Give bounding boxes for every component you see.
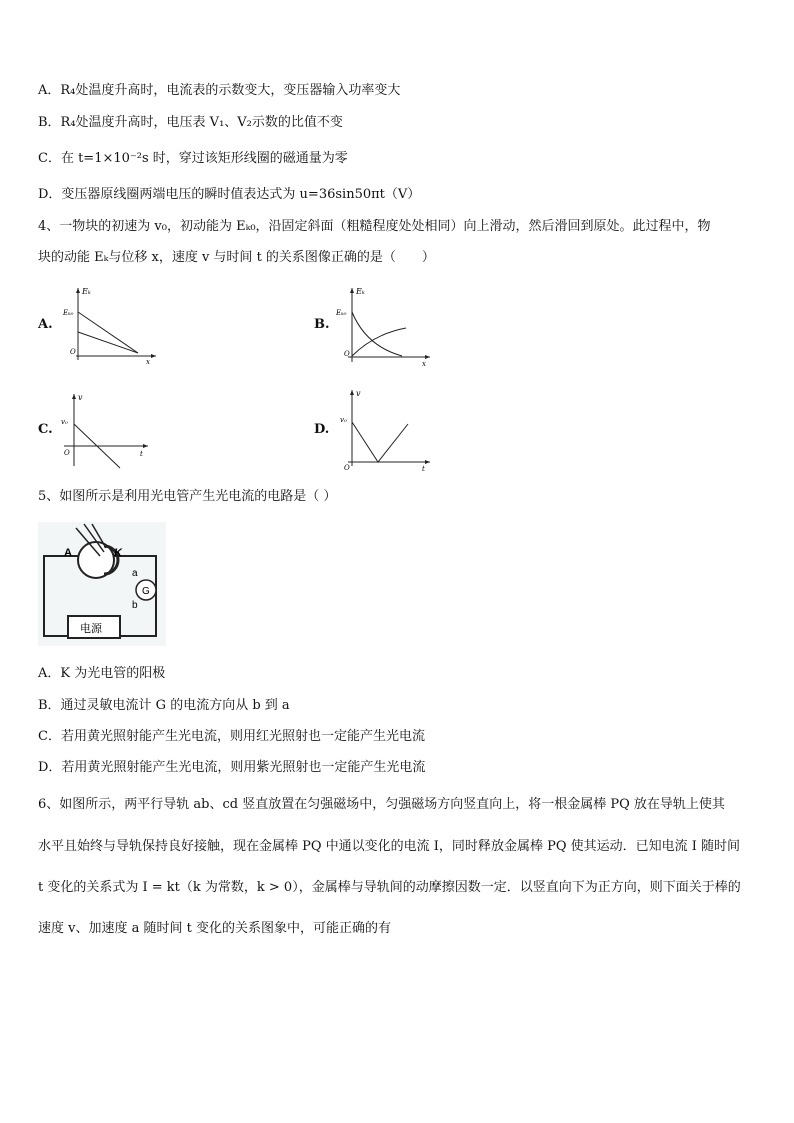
circuit-label-g: G [142, 586, 150, 597]
graph-b-origin: O [344, 350, 350, 358]
q6-stem-line3: t 变化的关系式为 I = kt（k 为常数，k > 0），金属棒与导轨间的动摩擦因数一定．以竖直向下为正方向，则下面关于棒的 [38, 880, 741, 895]
graph-b-ylabel: Eₖ [356, 287, 365, 296]
q5-option-b: B．通过灵敏电流计 G 的电流方向从 b 到 a [38, 698, 290, 713]
q5-option-c: C．若用黄光照射能产生光电流，则用红光照射也一定能产生光电流 [38, 729, 425, 744]
graph-c-xlabel: t [140, 450, 143, 458]
circuit-label-a-anode: A [64, 547, 72, 559]
q3-option-c: C．在 t=1×10⁻²s 时，穿过该矩形线圈的磁通量为零 [38, 151, 348, 166]
graph-d-ylabel: v [356, 389, 361, 398]
circuit-power-source: 电源 [80, 622, 102, 635]
graph-b-y0: Eₖ₀ [336, 309, 347, 317]
q4-graph-a [62, 284, 162, 368]
graph-c-y0: v₀ [61, 418, 68, 426]
q4-graph-b [336, 284, 436, 370]
q4-graph-d [336, 386, 436, 474]
q5-option-a: A．K 为光电管的阳极 [38, 666, 166, 681]
q3-option-d: D．变压器原线圈两端电压的瞬时值表达式为 u=36sin50πt（V） [38, 187, 421, 202]
q4-stem-line2: 块的动能 Eₖ与位移 x，速度 v 与时间 t 的关系图像正确的是（ ） [38, 250, 435, 265]
q4-stem-line1: 4、一物块的初速为 v₀，初动能为 Eₖ₀，沿固定斜面（粗糙程度处处相同）向上滑动，然后滑回到原处。此过程中，物 [38, 219, 711, 234]
graph-a-y0: Eₖ₀ [63, 309, 74, 317]
graph-d-xlabel: t [422, 465, 425, 473]
q6-stem-line2: 水平且始终与导轨保持良好接触，现在金属棒 PQ 中通以变化的电流 I，同时释放金属棒 PQ 使其运动．已知电流 I 随时间 [38, 839, 741, 854]
circuit-label-a: a [132, 568, 138, 579]
graph-c-ylabel: v [78, 393, 83, 402]
q4-graph-c [58, 390, 158, 474]
circuit-label-b: b [132, 600, 138, 611]
q5-option-d: D．若用黄光照射能产生光电流，则用紫光照射也一定能产生光电流 [38, 760, 426, 775]
graph-a-xlabel: x [146, 358, 150, 366]
graph-c-origin: O [64, 449, 70, 457]
graph-d-y0: v₀ [340, 416, 347, 424]
q4-label-d: D. [314, 422, 330, 437]
q4-label-b: B. [314, 317, 330, 332]
q5-stem: 5、如图所示是利用光电管产生光电流的电路是（ ） [38, 489, 337, 504]
graph-b-xlabel: x [422, 360, 426, 368]
q5-circuit-diagram [38, 522, 166, 646]
graph-d-origin: O [344, 464, 350, 472]
graph-a-origin: O [70, 348, 76, 356]
q3-option-a: A．R₄处温度升高时，电流表的示数变大，变压器输入功率变大 [38, 83, 401, 98]
q3-option-b: B．R₄处温度升高时，电压表 V₁、V₂示数的比值不变 [38, 115, 343, 130]
q6-stem-line1: 6、如图所示，两平行导轨 ab、cd 竖直放置在匀强磁场中，匀强磁场方向竖直向上，将一根金属棒 PQ 放在导轨上使其 [38, 797, 725, 812]
circuit-label-k: K [114, 547, 122, 559]
graph-a-ylabel: Eₖ [82, 287, 91, 296]
q6-stem-line4: 速度 v、加速度 a 随时间 t 变化的关系图象中，可能正确的有 [38, 921, 391, 936]
q4-label-c: C. [38, 422, 53, 437]
q4-label-a: A. [38, 317, 53, 332]
